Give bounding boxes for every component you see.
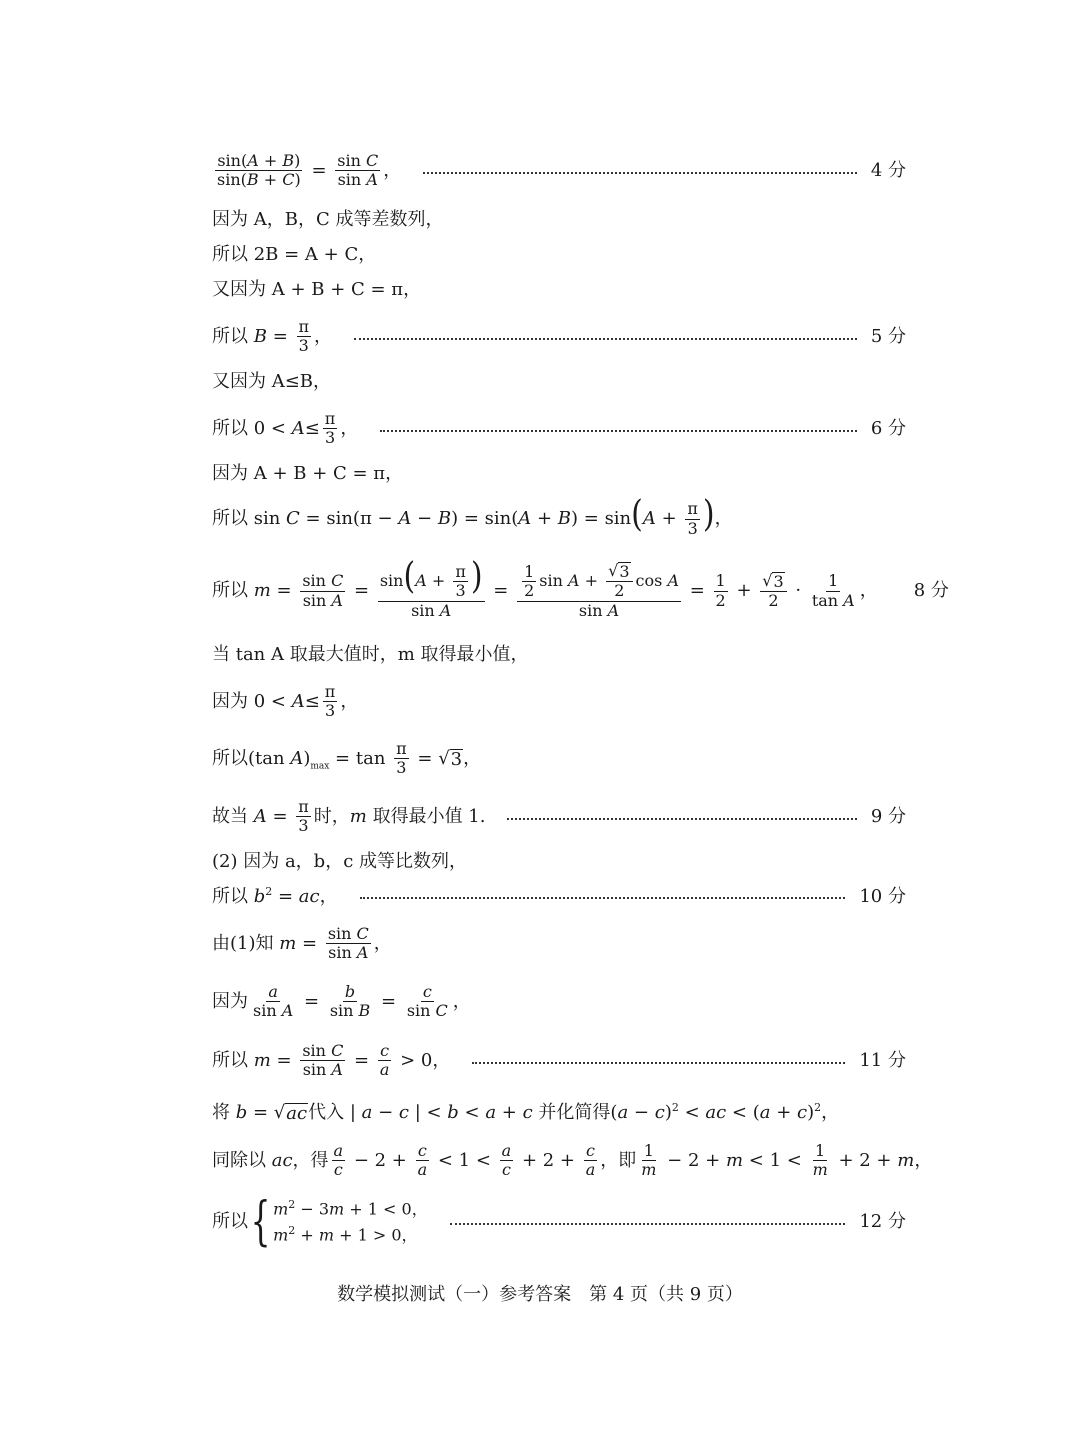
step-line-11: 当 tan A 取最大值时，m 取得最小值，	[212, 644, 529, 665]
step-line-19: 所以 m = $\frac{\text{sin C}}{\text{sin A}}$ = $\frac{c}{a}$ > 0， 11 分	[212, 1041, 906, 1080]
step-line-3: 所以 2B = A + C，	[212, 244, 377, 265]
score-5: 5 分	[870, 325, 906, 347]
score-8: 8 分	[913, 580, 949, 602]
step-line-22: 所以 { $m^2 - 3m + 1 < 0$， $m^2 + m + 1 > 0$， 12 分	[212, 1192, 906, 1252]
step-line-4: 又因为 A + B + C = π，	[212, 279, 422, 300]
step-line-18: 因为 $\frac{a}{\text{sin A}}$ = $\frac{b}{\text{sin B}}$ = $\frac{c}{\text{sin C}}$ ，	[212, 982, 471, 1021]
step-line-2: 因为 A，B，C 成等差数列，	[212, 209, 444, 230]
step-line-20: 将 b = √ ac 代入 | a − c | < b < a + c 并化简得$(a - c)^2$ < ac < $(a + c)^2$，	[212, 1101, 840, 1124]
score-9: 9 分	[870, 805, 906, 827]
score-12: 12 分	[859, 1211, 906, 1233]
step-line-14: 故当 A = $\frac{\pi}{3}$ 时，m 取得最小值 1. 9 分	[212, 797, 906, 836]
score-10: 10 分	[859, 885, 906, 907]
step-line-1: $\frac{\sin(A + B)}{\sin(B + C)}$ = $\frac{\text{sin C}}{\text{sin A}}$ ， 4 分	[217, 151, 906, 190]
score-6: 6 分	[870, 417, 906, 439]
step-line-17: 由(1)知 m = $\frac{\text{sin C}}{\text{sin A}}$ ，	[212, 924, 392, 963]
page-footer: 数学模拟测试（一）参考答案 第 4 页（共 9 页）	[337, 1284, 743, 1305]
step-line-10: 所以 m = $\frac{\text{sin C}}{\text{sin A}}$ = sin(A + $\frac{\pi}{3}$ ) sin A = $\frac{1}{2}$ sin A + √ 3 2 cos A sin A = $\frac{1}{2}$ + √ 3 2 · $\frac{1}{\text{tan A}}$ ， 8 分	[212, 555, 949, 620]
step-line-9: 所以 sin C = sin(π − A − B) = sin(A + B) = sin(A + $\frac{\pi}{3}$ )，	[212, 493, 733, 538]
step-line-8: 因为 A + B + C = π，	[212, 463, 404, 484]
step-line-13: 所以(tan $A)_{max} = \tan$ $\frac{\pi}{3}$ = √ 3 ，	[212, 739, 482, 778]
step-line-5: 所以 B = $\frac{\pi}{3}$ ， 5 分	[212, 317, 906, 356]
step-line-7: 所以 0 < A≤ $\frac{\pi}{3}$ ， 6 分	[212, 409, 906, 448]
step-line-12: 因为 0 < A≤ $\frac{\pi}{3}$ ，	[212, 682, 359, 721]
step-line-21: 同除以 ac，得 $\frac{a}{c}$ − 2 + $\frac{c}{a}$ < 1 < $\frac{a}{c}$ + 2 + $\frac{c}{a}$ ，即 $\frac{1}{m}$ − 2 + m < 1 < $\frac{1}{m}$ + 2 + m，	[212, 1141, 933, 1180]
step-line-16: 所以 $b^2$ = ac， 10 分	[212, 885, 906, 907]
step-line-6: 又因为 A≤B，	[212, 371, 332, 392]
step-line-15: (2) 因为 a，b，c 成等比数列，	[212, 851, 467, 872]
score-11: 11 分	[859, 1049, 906, 1071]
score-4: 4 分	[870, 159, 906, 181]
